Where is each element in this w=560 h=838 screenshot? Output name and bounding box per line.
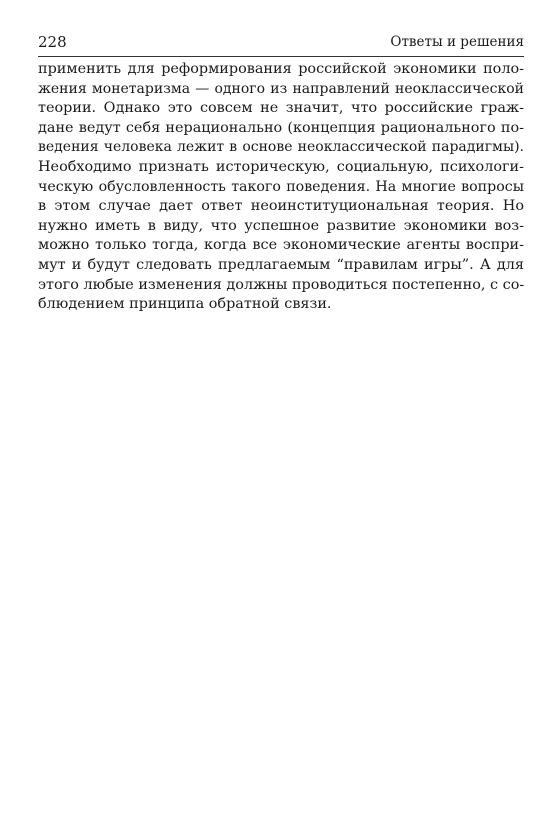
- text-line: мут и будут следовать предлагаемым “правилам игры”. А для: [38, 256, 524, 273]
- text-line: в этом случае дает ответ неоинституциональная теория. Но: [38, 198, 524, 215]
- running-head: [38, 33, 524, 53]
- text-line: блюдением принципа обратной связи.: [38, 296, 332, 313]
- text-line: теории. Однако это совсем не значит, что российские граж-: [38, 100, 524, 117]
- running-section-title: Ответы и решения: [390, 34, 524, 50]
- text-line: ведения человека лежит в основе неоклассической парадигмы).: [38, 139, 524, 156]
- body-paragraph: [38, 60, 524, 315]
- text-line: применить для реформирования российской экономики поло-: [38, 61, 524, 77]
- text-line: жения монетаризма — одного из направлений неоклассической: [38, 80, 524, 97]
- text-line: Необходимо признать историческую, социальную, психологи-: [38, 158, 524, 175]
- text-line: ческую обусловленность такого поведения. На многие вопросы: [38, 178, 524, 195]
- text-line: дане ведут себя нерационально (концепция рационального по-: [38, 119, 524, 136]
- text-line: можно только тогда, когда все экономические агенты воспри-: [38, 237, 524, 254]
- header-rule: [38, 56, 524, 57]
- text-line: нужно иметь в виду, что успешное развитие экономики воз-: [38, 217, 524, 234]
- page-number: 228: [38, 33, 67, 51]
- text-line: этого любые изменения должны проводиться постепенно, с со-: [38, 276, 524, 293]
